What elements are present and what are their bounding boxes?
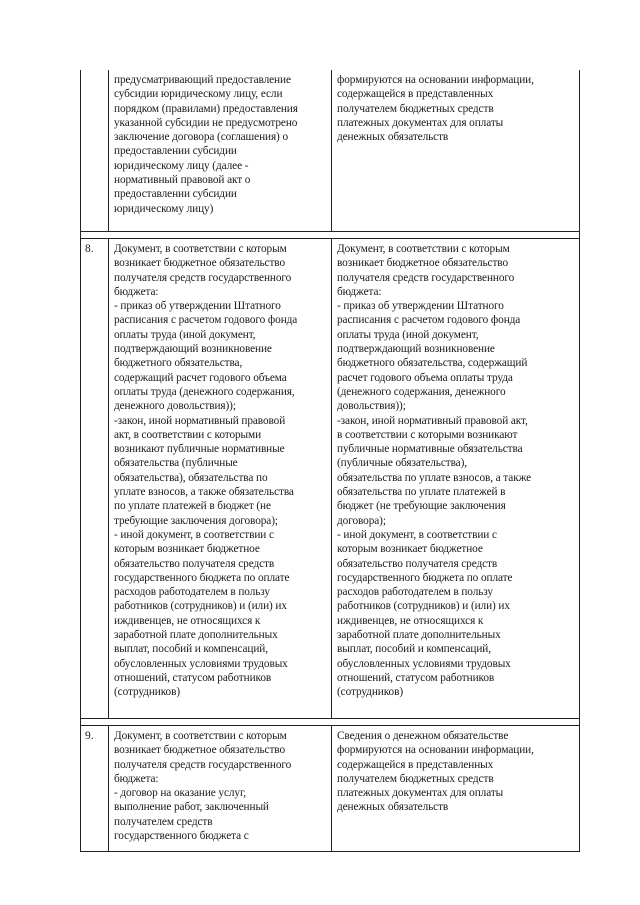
row-number xyxy=(80,70,109,231)
table-row xyxy=(80,70,580,232)
table-cell-document xyxy=(109,726,332,851)
cell-text: Документ, в соответствии с которым возникает бюджетное обязательство получателя средств государственного бюджета: - приказ об утверждении Штатного расписания с расчетом годового фонда оплаты труда (иной документ, подтверждающий возникновение бюджетного обязательства, содержащий расчет годового объема оплаты труда (денежного содержания, денежного довольствия)); -закон, иной нормативный правовой акт, в соответствии с которыми возникают публичные нормативные обязательства (публичные обязательства), обязательства по уплате взносов, а также обязательства по уплате платежей в бюджет (не требующие заключения договора); - иной документ, в соответствии с которым возникает бюджетное обязательство получателя средств государственного бюджета по оплате расходов работодателем в пользу работников (сотрудников) и (или) их иждивенцев, не относящихся к заработной плате дополнительных выплат, пособий и компенсаций, обусловленных условиями трудовых отношений, статусом работников (сотрудников) xyxy=(114,243,298,699)
table-cell-information xyxy=(332,239,580,718)
cell-text: Документ, в соответствии с которым возникает бюджетное обязательство получателя средств государственного бюджета: - приказ об утверждении Штатного расписания с расчетом годового фонда оплаты труда (иной документ, подтверждающий возникновение бюджетного обязательства, содержащий расчет годового объема оплаты труда (денежного содержания, денежного довольствия)); -закон, иной нормативный правовой акт, в соответствии с которыми возникают публичные нормативные обязательства (публичные обязательства), обязательства по уплате взносов, а также обязательства по уплате платежей в бюджет (не требующие заключения договора); - иной документ, в соответствии с которым возникает бюджетное обязательство получателя средств государственного бюджета по оплате расходов работодателем в пользу работников (сотрудников) и (или) их иждивенцев, не относящихся к заработной плате дополнительных выплат, пособий и компенсаций, обусловленных условиями трудовых отношений, статусом работников (сотрудников) xyxy=(337,243,532,699)
cell-text: Документ, в соответствии с которым возникает бюджетное обязательство получателя средств государственного бюджета: - договор на оказание услуг, выполнение работ, заключенный получателем средств государственного бюджета с xyxy=(114,730,292,843)
table-row xyxy=(80,725,580,852)
document-table xyxy=(80,70,580,852)
table-row xyxy=(80,238,580,719)
cell-text: предусматривающий предоставление субсидии юридическому лицу, если порядком (правилами) предоставления указанной субсидии не предусмотрено заключение договора (соглашения) о предоставлении субсидии юридическому лицу (далее - нормативный правовой акт о предоставлении субсидии юридическому лицу) xyxy=(114,74,298,215)
table-cell-document xyxy=(109,70,332,231)
table-cell-document xyxy=(109,239,332,718)
table-cell-information xyxy=(332,726,580,851)
row-number: 9. xyxy=(80,726,109,851)
cell-text: формируются на основании информации, содержащейся в представленных получателем бюджетных средств платежных документах для оплаты денежных обязательств xyxy=(337,74,534,144)
cell-text: Сведения о денежном обязательстве формируются на основании информации, содержащейся в представленных получателем бюджетных средств платежных документах для оплаты денежных обязательств xyxy=(337,730,534,814)
table-cell-information xyxy=(332,70,580,231)
row-number: 8. xyxy=(80,239,109,718)
